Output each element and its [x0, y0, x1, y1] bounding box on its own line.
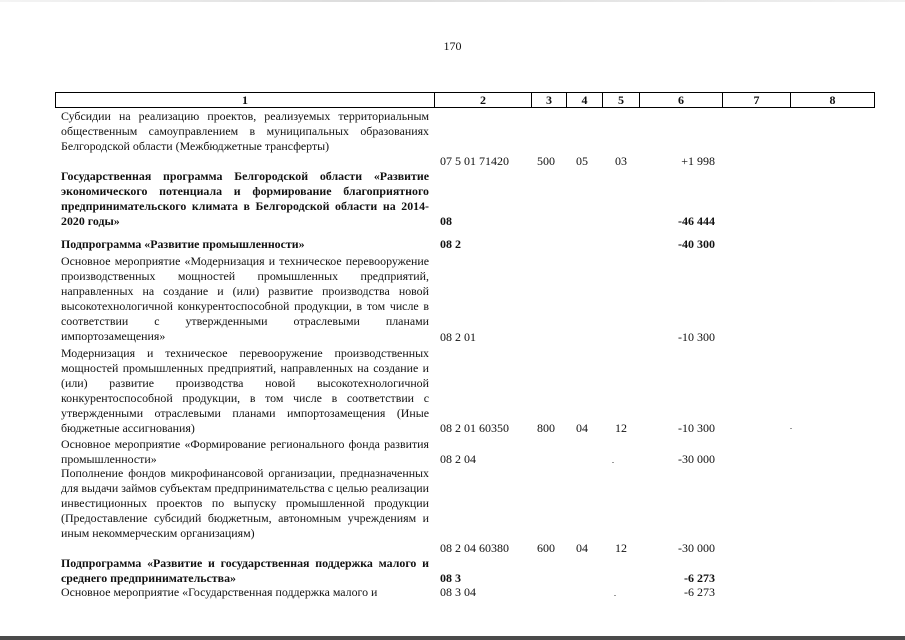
row-code: 08 2 01 [440, 330, 476, 344]
row-code: 08 2 04 [440, 452, 476, 466]
row-col-4: 04 [576, 421, 588, 435]
row-description: Основное мероприятие «Государственная поддержка малого и [61, 585, 378, 599]
scan-edge-bottom [0, 636, 905, 640]
scan-edge-top [0, 0, 905, 2]
row-amount: -6 273 [684, 585, 715, 599]
row-description: Субсидии на реализацию проектов, реализуемых территориальным общественным самоуправлением в муниципальных образованиях Белгородской области (Межбюджетные трансферты) [61, 109, 429, 154]
row-code: 08 2 01 60350 [440, 421, 509, 435]
header-col-4: 4 [566, 93, 602, 107]
row-code: 08 3 [440, 571, 461, 585]
row-col-5: 12 [615, 541, 627, 555]
row-code: 08 3 04 [440, 585, 476, 599]
row-col-5: 12 [615, 421, 627, 435]
row-code: 07 5 01 71420 [440, 154, 509, 168]
row-amount: -30 000 [678, 541, 715, 555]
header-col-7: 7 [722, 93, 790, 107]
row-description: Модернизация и техническое перевооружение производственных мощностей промышленных предприятий, направленных на создание и (или) развитие производства новой высокотехнологичной конкурентоспособной продукции, в том числе в соответствии с утвержденными отраслевыми планами импортозамещения (Иные бюджетные ассигнования) [61, 346, 429, 436]
scan-speck [612, 462, 614, 463]
table-header-row [55, 92, 875, 108]
row-amount: -30 000 [678, 452, 715, 466]
row-amount: -6 273 [684, 571, 715, 585]
scan-speck [790, 428, 792, 429]
row-amount: -40 300 [678, 237, 715, 251]
row-col-3: 600 [537, 541, 555, 555]
header-col-3: 3 [531, 93, 566, 107]
header-col-8: 8 [790, 93, 874, 107]
row-amount: -46 444 [678, 214, 715, 228]
row-code: 08 2 04 60380 [440, 541, 509, 555]
scan-speck [614, 595, 616, 596]
row-description: Основное мероприятие «Модернизация и техническое перевооружение производственных мощностей промышленных предприятий, направленных на создание и (или) развитие производства новой высокотехнологичной конкурентоспособной продукции, в том числе в соответствии с утвержденными отраслевыми планами импортозамещения» [61, 254, 429, 344]
row-description: Государственная программа Белгородской области «Развитие экономического потенциала и формирование благоприятного предпринимательского климата в Белгородской области на 2014-2020 годы» [61, 169, 429, 229]
row-description: Подпрограмма «Развитие и государственная поддержка малого и среднего предпринимательства» [61, 556, 429, 586]
header-col-2: 2 [434, 93, 531, 107]
row-amount: -10 300 [678, 421, 715, 435]
row-col-4: 04 [576, 541, 588, 555]
row-code: 08 2 [440, 237, 461, 251]
row-col-3: 800 [537, 421, 555, 435]
row-amount: -10 300 [678, 330, 715, 344]
row-code: 08 [440, 214, 452, 228]
row-description: Подпрограмма «Развитие промышленности» [61, 237, 305, 251]
row-col-5: 03 [615, 154, 627, 168]
row-description: Основное мероприятие «Формирование регионального фонда развития промышленности» [61, 437, 429, 467]
header-col-1: 1 [242, 93, 248, 107]
row-col-3: 500 [537, 154, 555, 168]
row-col-4: 05 [576, 154, 588, 168]
header-col-5: 5 [602, 93, 639, 107]
header-col-6: 6 [639, 93, 722, 107]
page-number: 170 [443, 39, 462, 53]
row-amount: +1 998 [681, 154, 715, 168]
row-description: Пополнение фондов микрофинансовой организации, предназначенных для выдачи займов субъектам предпринимательства с целью реализации инвестиционных проектов по выпуску промышленной продукции (Предоставление субсидий бюджетным, автономным учреждениям и иным некоммерческим организациям) [61, 466, 429, 541]
